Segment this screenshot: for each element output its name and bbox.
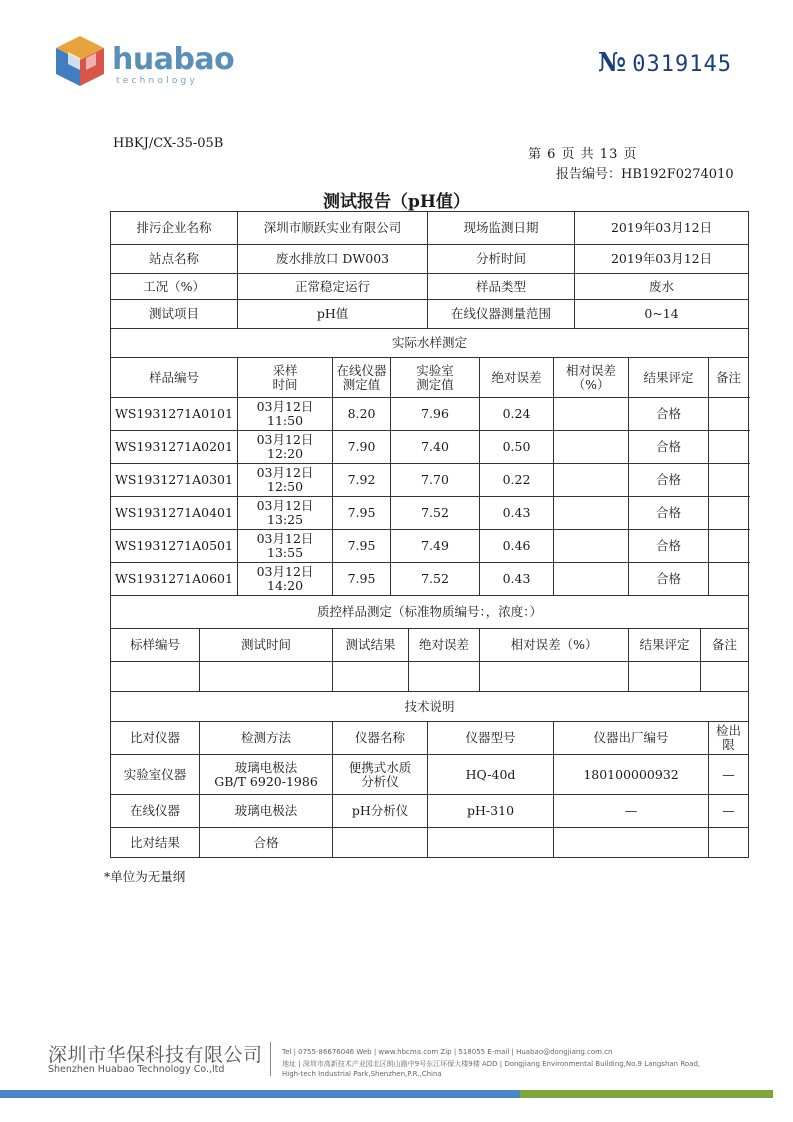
cell-compare-label: 在线仪器 bbox=[111, 795, 200, 828]
footer-address-cont: High-tech Industrial Park,Shenzhen,P.R.,China bbox=[282, 1070, 442, 1078]
cell-online-value: 7.92 bbox=[333, 464, 391, 497]
cell-empty bbox=[629, 662, 701, 692]
table-row bbox=[111, 464, 749, 497]
cell-lab-value: 7.70 bbox=[391, 464, 480, 497]
cell-rel-error bbox=[554, 563, 629, 596]
cell-lab-value: 7.52 bbox=[391, 563, 480, 596]
section-title-tech: 技术说明 bbox=[111, 692, 749, 722]
footer-address: 地址 | 深圳市高新技术产业园北区朗山路中9号东江环保大楼9楼 ADD | Dongjiang Environmental Building,No.9 Langshan Road, bbox=[282, 1060, 701, 1068]
col-header-sample-no: 样品编号 bbox=[111, 358, 238, 398]
col-header-instrument-name: 仪器名称 bbox=[333, 722, 428, 755]
table-row bbox=[111, 431, 749, 464]
info-value: 0~14 bbox=[575, 300, 749, 329]
cell-abs-error: 0.24 bbox=[480, 398, 554, 431]
cell-lab-value: 7.52 bbox=[391, 497, 480, 530]
info-value: 2019年03月12日 bbox=[575, 245, 749, 274]
cell-empty bbox=[409, 662, 480, 692]
report-number: 报告编号：HB192F0274010 bbox=[556, 167, 734, 182]
cell-abs-error: 0.43 bbox=[480, 563, 554, 596]
footnote: *单位为无量纲 bbox=[104, 869, 186, 884]
col-header-rel-error: 相对误差 （%） bbox=[554, 358, 629, 398]
table-row bbox=[111, 795, 749, 828]
section-row bbox=[111, 329, 749, 358]
cell-abs-error: 0.46 bbox=[480, 530, 554, 563]
col-header-remark: 备注 bbox=[701, 629, 749, 662]
col-header-serial-no: 仪器出厂编号 bbox=[554, 722, 709, 755]
brand-name: huabao bbox=[112, 42, 235, 77]
col-header-remark: 备注 bbox=[709, 358, 749, 398]
table-row bbox=[111, 530, 749, 563]
info-value: 2019年03月12日 bbox=[575, 212, 749, 245]
col-header-lab-value: 实验室 测定值 bbox=[391, 358, 480, 398]
cell-result: 合格 bbox=[629, 530, 709, 563]
table-header-row bbox=[111, 358, 749, 398]
table-row bbox=[111, 563, 749, 596]
footer-bar-blue bbox=[0, 1090, 520, 1098]
cell-sample-time: 03月12日 13:55 bbox=[238, 530, 333, 563]
cell-remark bbox=[709, 398, 749, 431]
cell-result: 合格 bbox=[629, 563, 709, 596]
cell-sample-id: WS1931271A0501 bbox=[111, 530, 238, 563]
cell-method: 玻璃电极法 GB/T 6920-1986 bbox=[200, 755, 333, 795]
section-title-actual: 实际水样测定 bbox=[111, 329, 749, 358]
info-label: 工况（%） bbox=[111, 274, 238, 300]
col-header-test-time: 测试时间 bbox=[200, 629, 333, 662]
info-label: 样品类型 bbox=[428, 274, 575, 300]
cell-instrument-name: 便携式水质 分析仪 bbox=[333, 755, 428, 795]
cell-sample-id: WS1931271A0201 bbox=[111, 431, 238, 464]
col-header-result: 结果评定 bbox=[629, 358, 709, 398]
table-header-row bbox=[111, 629, 749, 662]
info-row bbox=[111, 212, 749, 245]
table-row bbox=[111, 497, 749, 530]
col-header-compare: 比对仪器 bbox=[111, 722, 200, 755]
cell-sample-time: 03月12日 11:50 bbox=[238, 398, 333, 431]
cell-lab-value: 7.40 bbox=[391, 431, 480, 464]
cell-sample-id: WS1931271A0301 bbox=[111, 464, 238, 497]
cell-online-value: 8.20 bbox=[333, 398, 391, 431]
table-row bbox=[111, 828, 749, 858]
cell-limit: — bbox=[709, 755, 749, 795]
cell-rel-error bbox=[554, 398, 629, 431]
cell-lab-value: 7.96 bbox=[391, 398, 480, 431]
table-row bbox=[111, 398, 749, 431]
brand-subtitle: technology bbox=[116, 76, 198, 86]
cell-sample-time: 03月12日 12:20 bbox=[238, 431, 333, 464]
report-title: 测试报告（pH值） bbox=[323, 192, 470, 212]
cell-compare-label: 比对结果 bbox=[111, 828, 200, 858]
section-row bbox=[111, 692, 749, 722]
cell-result: 合格 bbox=[629, 431, 709, 464]
cell-sample-id: WS1931271A0601 bbox=[111, 563, 238, 596]
info-label: 在线仪器测量范围 bbox=[428, 300, 575, 329]
table-row bbox=[111, 662, 749, 692]
cell-instrument-model: pH-310 bbox=[428, 795, 554, 828]
cell-remark bbox=[709, 530, 749, 563]
info-value: 深圳市顺跃实业有限公司 bbox=[238, 212, 428, 245]
serial-value: 0319145 bbox=[632, 52, 732, 77]
cell-empty bbox=[111, 662, 200, 692]
col-header-rel-error: 相对误差（%） bbox=[480, 629, 629, 662]
serial-number bbox=[598, 48, 732, 78]
footer-divider bbox=[270, 1042, 271, 1076]
cell-rel-error bbox=[554, 497, 629, 530]
cell-rel-error bbox=[554, 464, 629, 497]
table-row bbox=[111, 755, 749, 795]
cell-empty bbox=[333, 662, 409, 692]
cell-instrument-name: pH分析仪 bbox=[333, 795, 428, 828]
cell-sample-time: 03月12日 13:25 bbox=[238, 497, 333, 530]
col-header-eval: 结果评定 bbox=[629, 629, 701, 662]
footer-company-name: 深圳市华保科技有限公司 bbox=[48, 1044, 263, 1066]
cell-sample-time: 03月12日 12:50 bbox=[238, 464, 333, 497]
col-header-online-value: 在线仪器 测定值 bbox=[333, 358, 391, 398]
info-label: 排污企业名称 bbox=[111, 212, 238, 245]
cell-empty bbox=[701, 662, 749, 692]
cell-result: 合格 bbox=[629, 398, 709, 431]
table-header-row bbox=[111, 722, 749, 755]
cell-online-value: 7.95 bbox=[333, 563, 391, 596]
cell-compare-label: 实验室仪器 bbox=[111, 755, 200, 795]
cell-empty bbox=[428, 828, 554, 858]
report-table bbox=[110, 211, 749, 858]
footer-bar-green bbox=[520, 1090, 773, 1098]
info-label: 现场监测日期 bbox=[428, 212, 575, 245]
cell-remark bbox=[709, 431, 749, 464]
cell-limit: — bbox=[709, 795, 749, 828]
logo-cube-icon bbox=[50, 32, 110, 90]
info-label: 测试项目 bbox=[111, 300, 238, 329]
cell-remark bbox=[709, 464, 749, 497]
info-label: 分析时间 bbox=[428, 245, 575, 274]
cell-remark bbox=[709, 563, 749, 596]
col-header-test-result: 测试结果 bbox=[333, 629, 409, 662]
cell-result: 合格 bbox=[629, 497, 709, 530]
cell-empty bbox=[554, 828, 709, 858]
col-header-limit: 检出限 bbox=[709, 722, 749, 755]
cell-sample-time: 03月12日 14:20 bbox=[238, 563, 333, 596]
info-value: 废水排放口 DW003 bbox=[238, 245, 428, 274]
cell-empty bbox=[480, 662, 629, 692]
section-title-qc: 质控样品测定（标准物质编号：，浓度：） bbox=[111, 596, 749, 629]
info-row bbox=[111, 300, 749, 329]
cell-abs-error: 0.50 bbox=[480, 431, 554, 464]
cell-rel-error bbox=[554, 530, 629, 563]
cell-serial-no: 180100000932 bbox=[554, 755, 709, 795]
info-label: 站点名称 bbox=[111, 245, 238, 274]
cell-abs-error: 0.43 bbox=[480, 497, 554, 530]
cell-serial-no: — bbox=[554, 795, 709, 828]
col-header-abs-error: 绝对误差 bbox=[409, 629, 480, 662]
footer-company-name-en: Shenzhen Huabao Technology Co.,ltd bbox=[48, 1064, 225, 1075]
cell-abs-error: 0.22 bbox=[480, 464, 554, 497]
serial-prefix: № bbox=[598, 48, 627, 78]
cell-rel-error bbox=[554, 431, 629, 464]
cell-method: 玻璃电极法 bbox=[200, 795, 333, 828]
info-row bbox=[111, 245, 749, 274]
cell-compare-result: 合格 bbox=[200, 828, 333, 858]
cell-online-value: 7.95 bbox=[333, 497, 391, 530]
cell-sample-id: WS1931271A0101 bbox=[111, 398, 238, 431]
info-value: pH值 bbox=[238, 300, 428, 329]
cell-empty bbox=[709, 828, 749, 858]
document-code: HBKJ/CX-35-05B bbox=[113, 136, 224, 151]
info-row bbox=[111, 274, 749, 300]
col-header-std-no: 标样编号 bbox=[111, 629, 200, 662]
col-header-abs-error: 绝对误差 bbox=[480, 358, 554, 398]
info-value: 废水 bbox=[575, 274, 749, 300]
col-header-method: 检测方法 bbox=[200, 722, 333, 755]
cell-result: 合格 bbox=[629, 464, 709, 497]
cell-online-value: 7.90 bbox=[333, 431, 391, 464]
section-row bbox=[111, 596, 749, 629]
company-logo bbox=[50, 32, 235, 92]
col-header-instrument-model: 仪器型号 bbox=[428, 722, 554, 755]
page-info: 第 6 页 共 13 页 bbox=[528, 147, 638, 162]
footer-contact: Tel | 0755-86676046 Web | www.hbcma.com Zip | 518055 E-mail | Huabao@dongjiang.com.cn bbox=[282, 1048, 613, 1056]
cell-sample-id: WS1931271A0401 bbox=[111, 497, 238, 530]
cell-empty bbox=[200, 662, 333, 692]
cell-online-value: 7.95 bbox=[333, 530, 391, 563]
col-header-sample-time: 采样 时间 bbox=[238, 358, 333, 398]
cell-instrument-model: HQ-40d bbox=[428, 755, 554, 795]
cell-remark bbox=[709, 497, 749, 530]
cell-lab-value: 7.49 bbox=[391, 530, 480, 563]
cell-empty bbox=[333, 828, 428, 858]
info-value: 正常稳定运行 bbox=[238, 274, 428, 300]
